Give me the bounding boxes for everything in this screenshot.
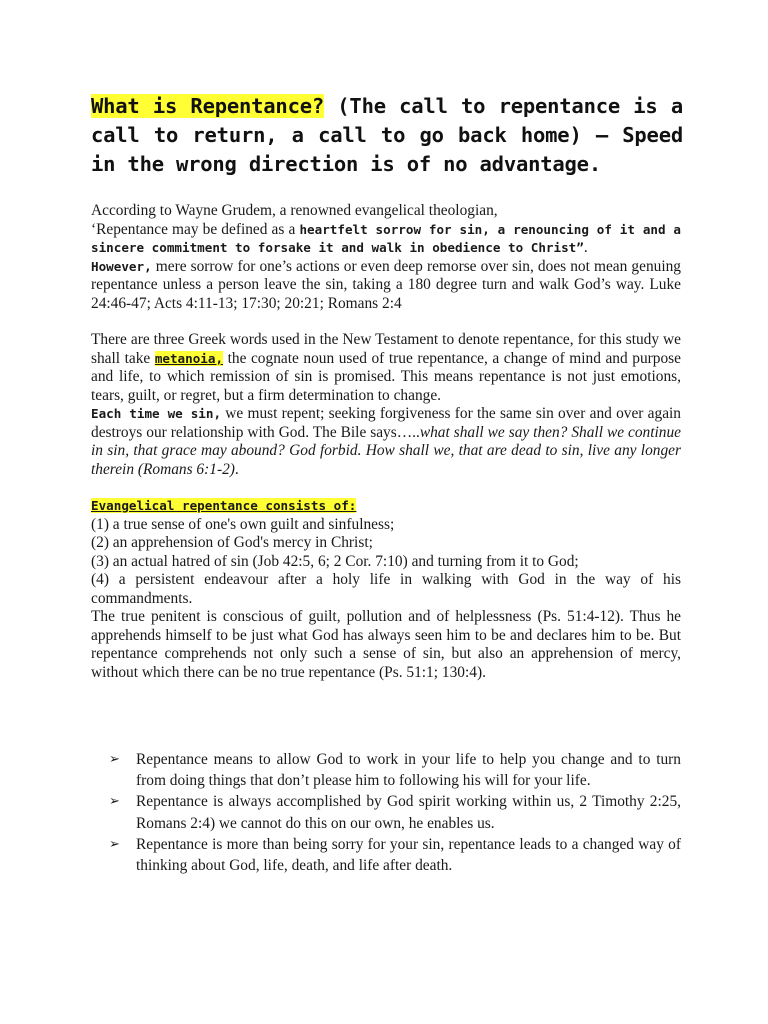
section-heading [91, 497, 681, 516]
metanoia-term: metanoia, [154, 350, 224, 366]
heading-rest: (The call to repentance is a call to return, a call to go back home) – Speed in the wrong direction is of no advantage. [91, 94, 683, 176]
bullet-item [91, 791, 681, 833]
document-body [91, 202, 681, 682]
greek-rest: the cognate noun used of true repentance, a change of mind and purpose and life, to which remission of sin is promised. This means repentance is not just emotions, tears, guilt, or regret, but a firm determination to change. [91, 349, 681, 404]
intro-rest: mere sorrow for one’s actions or even deep remorse over sin, does not mean genuing repentance unless a person leave the sin, taking a 180 degree turn and walk God’s way. Luke 24:46-47; Acts 4:11-13; 17:30; 20:21; Romans 2:4 [91, 257, 681, 312]
bullet-item [91, 749, 681, 791]
arrowhead-bullet-icon: ➢ [109, 752, 120, 767]
intro-line: According to Wayne Grudem, a renowned evangelical theologian, [91, 202, 498, 219]
greek-lead: There are three Greek words used in the New Testament to denote repentance, for this study we shall take [91, 331, 681, 367]
however-bold: However, [91, 258, 152, 274]
bullet-text: Repentance means to allow God to work in your life to help you change and to turn from doing things that don’t please him to following his will for your life. [136, 751, 681, 790]
bullet-item [91, 834, 681, 876]
bullet-text: Repentance is more than being sorry for your sin, repentance leads to a changed way of thinking about God, life, death, and life after death. [136, 835, 681, 875]
arrowhead-bullet-icon: ➢ [109, 836, 120, 852]
each-time-end: . [234, 460, 239, 478]
definition-end: . [583, 239, 588, 256]
bullet-list [91, 749, 681, 876]
each-time-text: we must repent; seeking forgiveness for the same sin over and over again destroys our relationship with God. The Bile says….. [91, 405, 681, 441]
scripture-quote: what shall we say then? Shall we continue in sin, that grace may abound? God forbid. How shall we, that are dead to sin, live any longer therein (Romans 6:1-2) [91, 423, 681, 478]
list-item: (4) a persistent endeavour after a holy life in walking with God in the way of his commandments. [91, 571, 681, 607]
document-heading [91, 92, 683, 179]
each-time-bold: Each time we sin, [91, 406, 222, 421]
list-item: (1) a true sense of one's own guilt and sinfulness; [91, 515, 395, 533]
arrowhead-bullet-icon: ➢ [109, 794, 120, 810]
definition-lead: ‘Repentance may be defined as a [91, 220, 300, 238]
paragraph-greek-words [91, 331, 681, 405]
definition-bold: heartfelt sorrow for sin, a renouncing of it and a sincere commitment to forsake it and walk in obedience to Christ” [91, 221, 681, 255]
paragraph-intro [91, 202, 681, 313]
bullet-text: Repentance is always accomplished by God spirit working within us, 2 Timothy 2:25, Romans 2:4) we cannot do this on our own, he enables us. [136, 793, 681, 832]
list-item: (2) an apprehension of God's mercy in Christ; [91, 534, 373, 551]
heading-highlight: What is Repentance? [91, 94, 324, 118]
list-item: (3) an actual hatred of sin (Job 42:5, 6; 2 Cor. 7:10) and turning from it to God; [91, 552, 579, 570]
paragraph-each-time [91, 405, 681, 479]
paragraph-penitent: The true penitent is conscious of guilt, pollution and of helplessness (Ps. 51:4-12). Thus he apprehends himself to be just what God has always seen him to be and declares him to be. But repentance comprehends not only such a sense of sin, but also an apprehension of mercy, without which there can be no true repentance (Ps. 51:1; 130:4). [91, 608, 681, 681]
evangelical-heading: Evangelical repentance consists of: [91, 498, 357, 513]
